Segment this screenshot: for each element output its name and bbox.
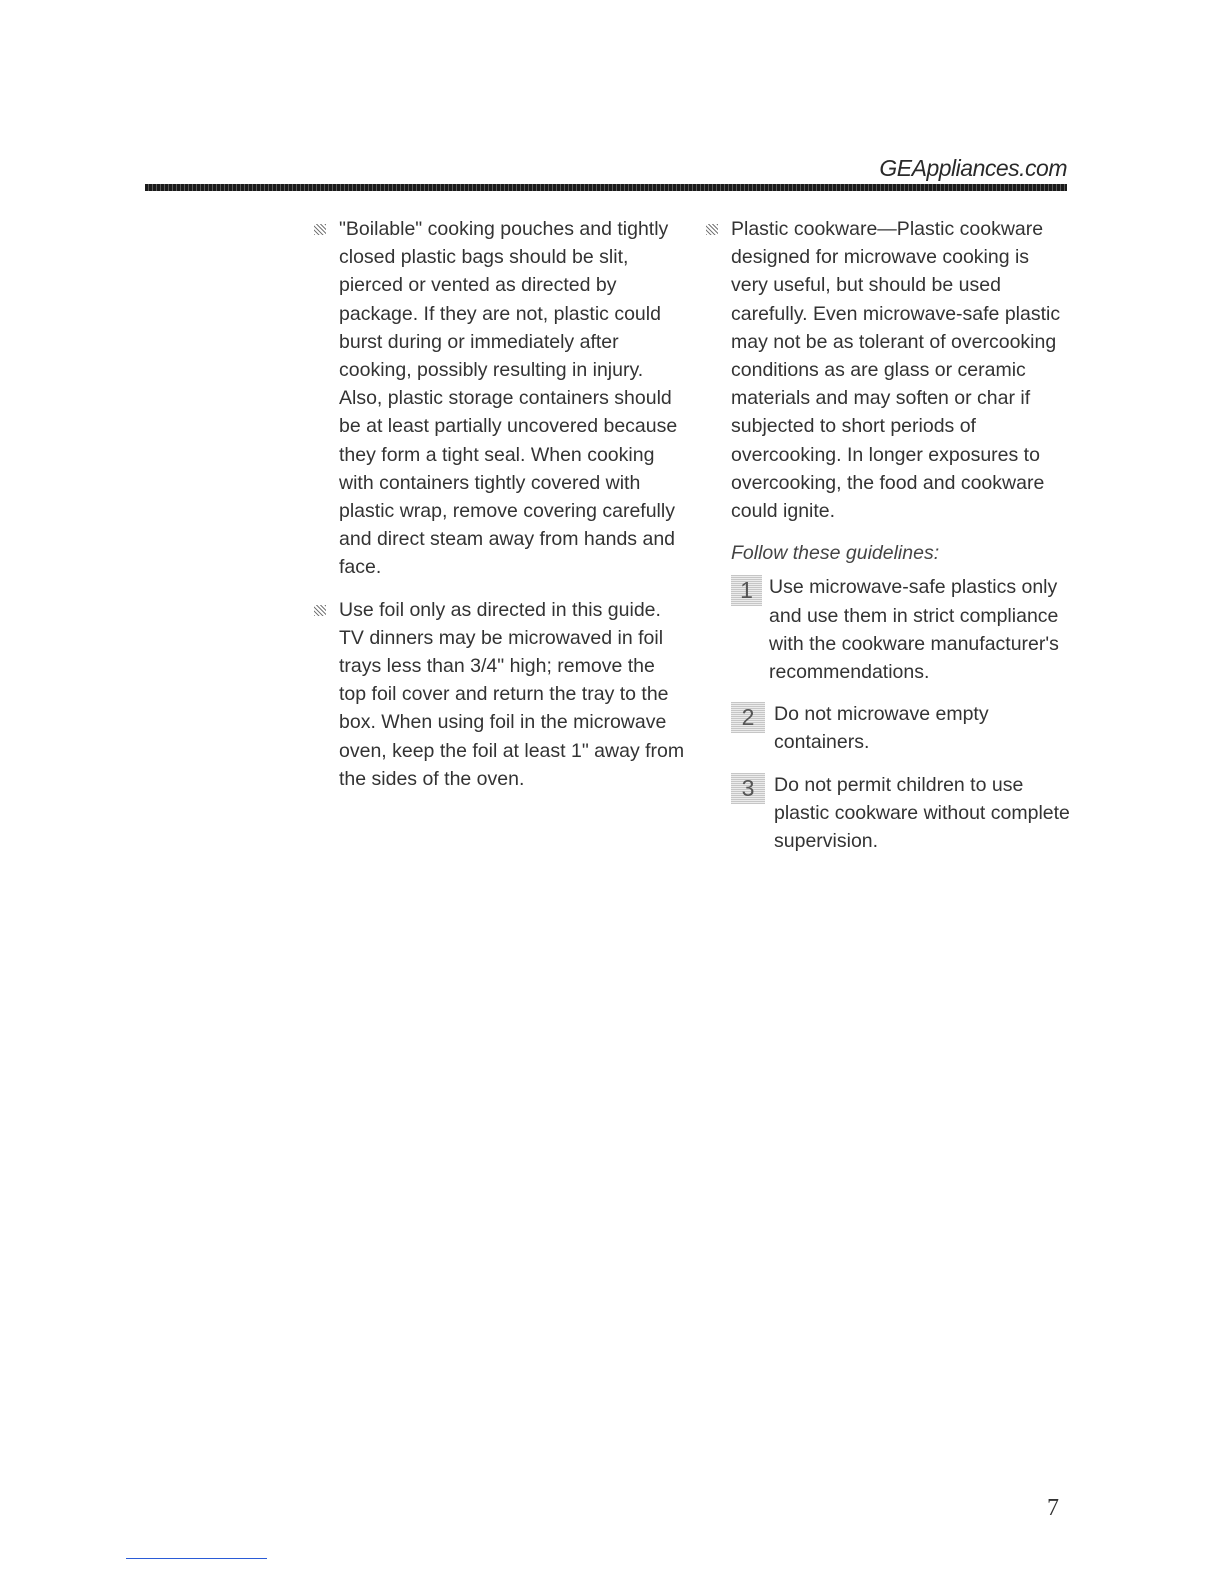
- number-badge: 1: [731, 575, 762, 606]
- guideline-text: Do not permit children to use plastic cookware without complete supervision.: [774, 773, 1070, 853]
- paragraph-boilable-pouches: [314, 215, 686, 582]
- bullet-icon: [314, 224, 326, 235]
- page-number: 7: [1047, 1495, 1059, 1521]
- paragraph-text: Plastic cookware—Plastic cookware designed for microwave cooking is very useful, but should be used carefully. Even microwave-safe plastic may not be as tolerant of overcooking conditions as are glass or ceramic materials and may soften or char if subjected to short periods of overcooking. In longer exposures to overcooking, the food and cookware could ignite.: [731, 218, 1061, 523]
- paragraph-text: Use foil only as directed in this guide. TV dinners may be microwaved in foil trays less than 3/4" high; remove the top foil cover and return the tray to the box. When using foil in the microwave oven, keep the foil at least 1" away from the sides of the oven.: [339, 598, 685, 790]
- right-column: [706, 215, 1071, 869]
- guideline-text: Do not microwave empty containers.: [774, 703, 989, 754]
- footer-line: [126, 1558, 267, 1559]
- bullet-icon: [314, 605, 326, 616]
- paragraph-plastic-cookware: [706, 215, 1071, 525]
- guideline-text: Use microwave-safe plastics only and use them in strict compliance with the cookware manufacturer's recommendations.: [769, 576, 1059, 684]
- number-badge: 2: [731, 702, 765, 733]
- guidelines-lead: Follow these guidelines:: [731, 542, 940, 565]
- paragraph-text: "Boilable" cooking pouches and tightly closed plastic bags should be slit, pierced or vented as directed by package. If they are not, plastic could burst during or immediately after cooking, possibly resulting in injury. Also, plastic storage containers should be at least partially uncovered because they form a tight seal. When cooking with containers tightly covered with plastic wrap, remove covering carefully and direct steam away from hands and face.: [339, 218, 678, 579]
- bullet-icon: [706, 224, 718, 235]
- left-column: [314, 215, 686, 807]
- paragraph-foil-use: [314, 596, 686, 793]
- guideline-item-2: [706, 700, 1071, 756]
- site-url: GEAppliances.com: [879, 155, 1067, 181]
- guideline-item-1: [706, 573, 1071, 686]
- guideline-item-3: [706, 771, 1071, 856]
- number-badge: 3: [731, 773, 765, 804]
- header-rule: [145, 184, 1067, 191]
